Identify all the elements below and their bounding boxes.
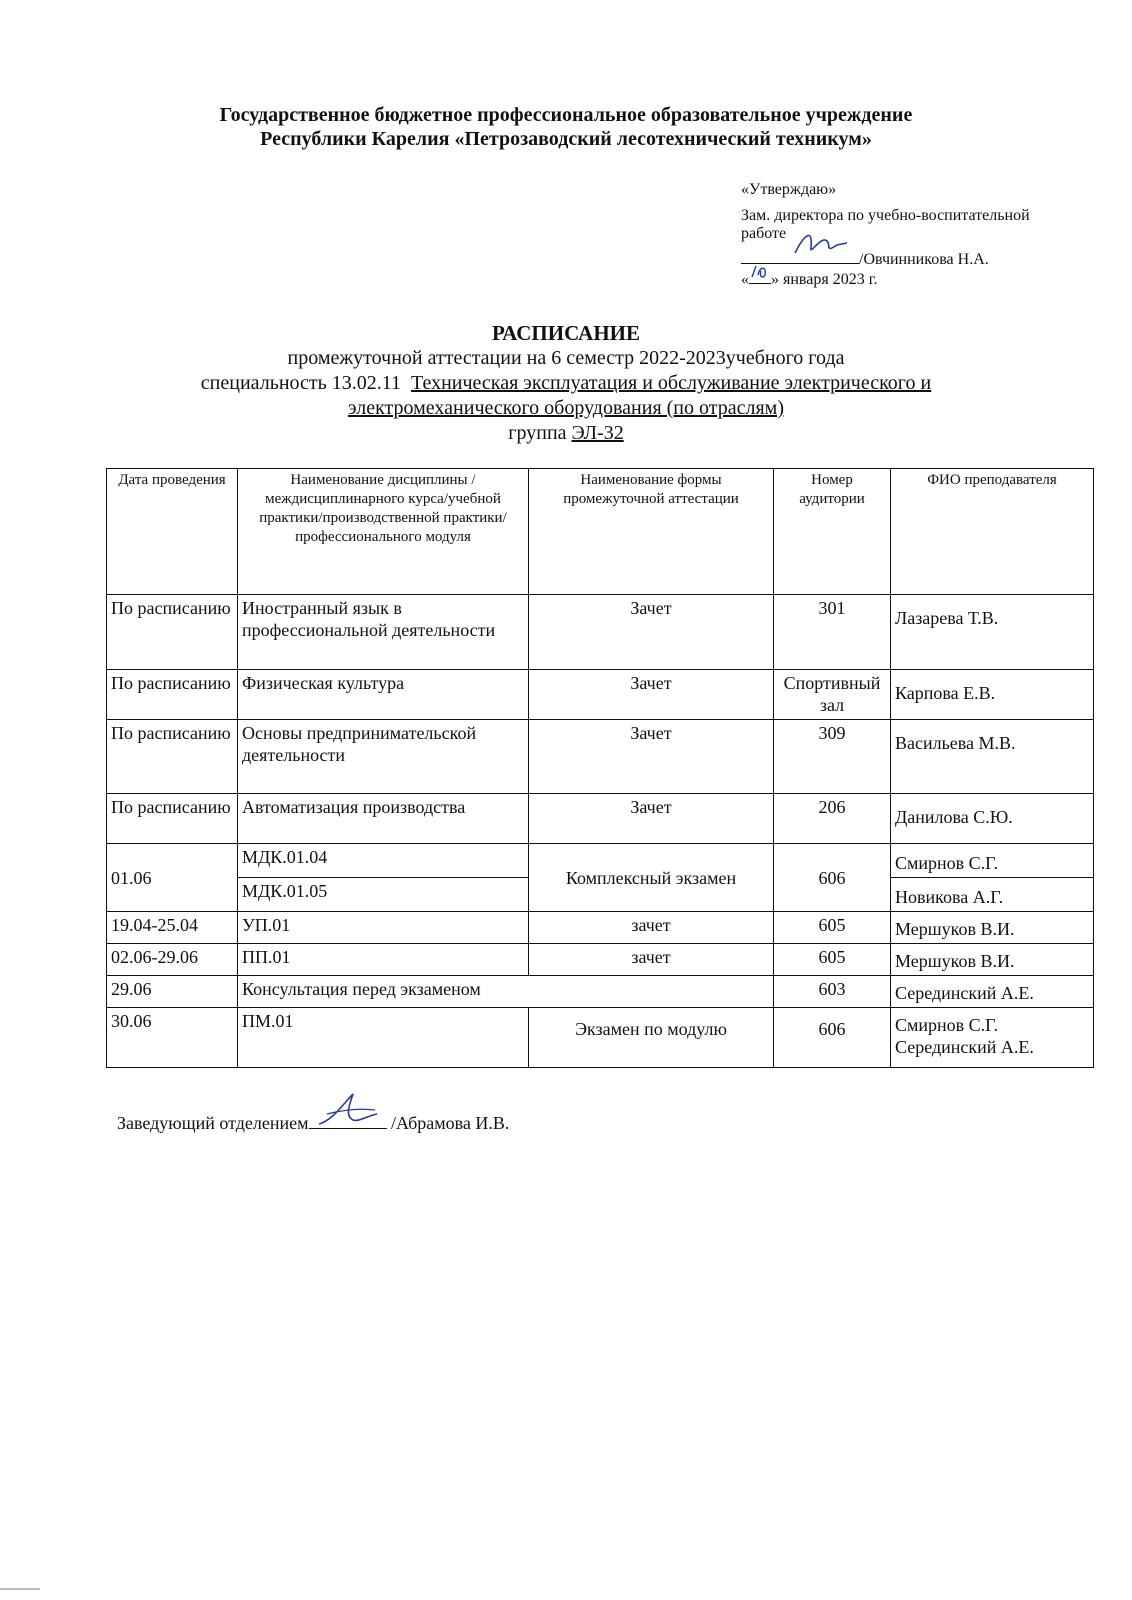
- header-form: Наименование формы промежуточной аттестации: [529, 469, 774, 595]
- handwritten-day-icon: [749, 263, 773, 281]
- header-room: Номер аудитории: [774, 469, 891, 595]
- table-row: [107, 595, 1094, 670]
- approval-position: Зам. директора по учебно-воспитательной: [741, 207, 1030, 224]
- cell-subject: Консультация перед экзаменом: [238, 976, 774, 1008]
- cell-teacher: Мершуков В.И.: [891, 912, 1094, 944]
- cell-date: По расписанию: [107, 670, 238, 720]
- cell-room: 606: [774, 844, 891, 912]
- cell-teacher: Лазарева Т.В.: [891, 595, 1094, 670]
- approval-title: «Утверждаю»: [741, 181, 837, 198]
- handwritten-signature-icon: [791, 227, 851, 261]
- footer-signature: [117, 1112, 509, 1134]
- cell-subject: ПП.01: [238, 944, 529, 976]
- date-day-blank: [749, 267, 771, 284]
- schedule-table: [106, 468, 1094, 1068]
- cell-subject: Основы предпринимательской деятельности: [238, 720, 529, 794]
- cell-teacher: Карпова Е.В.: [891, 670, 1094, 720]
- table-row-last: [107, 1008, 1094, 1068]
- cell-date: 29.06: [107, 976, 238, 1008]
- specialty-name-1: Техническая эксплуатация и обслуживание электрического и: [411, 372, 932, 394]
- table-header-row: [107, 469, 1094, 595]
- cell-date: 02.06-29.06: [107, 944, 238, 976]
- cell-date: По расписанию: [107, 595, 238, 670]
- cell-teacher: Мершуков В.И.: [891, 944, 1094, 976]
- cell-date: По расписанию: [107, 794, 238, 844]
- cell-subject: МДК.01.04: [238, 844, 529, 878]
- approval-date-rest: » января 2023 г.: [771, 271, 878, 288]
- table-row: [107, 912, 1094, 944]
- cell-form: Зачет: [529, 595, 774, 670]
- institution-name-line2: Республики Карелия «Петрозаводский лесотехнический техникум»: [260, 128, 872, 150]
- table-row: [107, 944, 1094, 976]
- cell-room: 606: [774, 1008, 891, 1068]
- teacher-name: Смирнов С.Г.: [895, 1015, 999, 1035]
- cell-date: 30.06: [107, 1008, 238, 1068]
- specialty-name-2: электромеханического оборудования (по отраслям): [348, 397, 784, 419]
- cell-teacher: Васильева М.В.: [891, 720, 1094, 794]
- group-prefix: группа: [508, 422, 567, 444]
- cell-subject: ПМ.01: [238, 1008, 529, 1068]
- table-row-combined-1: [107, 844, 1094, 878]
- cell-subject: МДК.01.05: [238, 878, 529, 912]
- teacher-name: Серединский А.Е.: [895, 1037, 1034, 1057]
- specialty-line: [0, 371, 1132, 395]
- approval-date-open: «: [741, 271, 749, 288]
- cell-teacher: Новикова А.Г.: [891, 878, 1094, 912]
- cell-teacher: Данилова С.Ю.: [891, 794, 1094, 844]
- cell-form: Комплексный экзамен: [529, 844, 774, 912]
- approval-signer: /Овчинникова Н.А.: [859, 251, 989, 268]
- cell-form: Зачет: [529, 794, 774, 844]
- table-row: [107, 794, 1094, 844]
- cell-subject: Автоматизация производства: [238, 794, 529, 844]
- table-row: [107, 670, 1094, 720]
- cell-room: Спортивный зал: [774, 670, 891, 720]
- document-title: РАСПИСАНИЕ: [491, 321, 641, 345]
- specialty-line-2: [0, 396, 1132, 420]
- cell-teacher: Серединский А.Е.: [891, 976, 1094, 1008]
- cell-room: 605: [774, 944, 891, 976]
- handwritten-signature-icon: [313, 1090, 383, 1130]
- scan-edge-mark: [0, 1588, 40, 1590]
- cell-room: 206: [774, 794, 891, 844]
- cell-teacher: Смирнов С.Г.: [891, 844, 1094, 878]
- cell-room: 309: [774, 720, 891, 794]
- table-row-consultation: [107, 976, 1094, 1008]
- cell-room: 301: [774, 595, 891, 670]
- footer-name: /Абрамова И.В.: [391, 1113, 510, 1133]
- table-row: [107, 720, 1094, 794]
- cell-date: 19.04-25.04: [107, 912, 238, 944]
- group-name: ЭЛ-32: [571, 422, 624, 444]
- cell-teacher: [891, 1008, 1094, 1068]
- cell-form: Зачет: [529, 670, 774, 720]
- cell-form: зачет: [529, 944, 774, 976]
- cell-date: По расписанию: [107, 720, 238, 794]
- cell-form: Экзамен по модулю: [529, 1008, 774, 1068]
- footer-signature-blank: [309, 1112, 387, 1129]
- approval-date: [741, 267, 877, 290]
- footer-label: Заведующий отделением: [117, 1113, 309, 1133]
- document-subtitle: промежуточной аттестации на 6 семестр 2022-2023учебного года: [287, 347, 845, 369]
- approval-position-2: работе: [741, 225, 787, 242]
- group-line: [0, 421, 1132, 445]
- specialty-prefix: специальность 13.02.11: [200, 372, 402, 394]
- cell-subject: УП.01: [238, 912, 529, 944]
- cell-subject: Иностранный язык в профессиональной деятельности: [238, 595, 529, 670]
- cell-form: зачет: [529, 912, 774, 944]
- cell-subject: Физическая культура: [238, 670, 529, 720]
- cell-room: 603: [774, 976, 891, 1008]
- cell-date: 01.06: [107, 844, 238, 912]
- signature-blank: [741, 247, 859, 264]
- header-date: Дата проведения: [107, 469, 238, 595]
- institution-name-line1: Государственное бюджетное профессиональное образовательное учреждение: [219, 104, 913, 126]
- cell-room: 605: [774, 912, 891, 944]
- header-teacher: ФИО преподавателя: [891, 469, 1094, 595]
- header-subject: Наименование дисциплины /междисциплинарного курса/учебной практики/производственной практики/профессионального модуля: [238, 469, 529, 595]
- cell-form: Зачет: [529, 720, 774, 794]
